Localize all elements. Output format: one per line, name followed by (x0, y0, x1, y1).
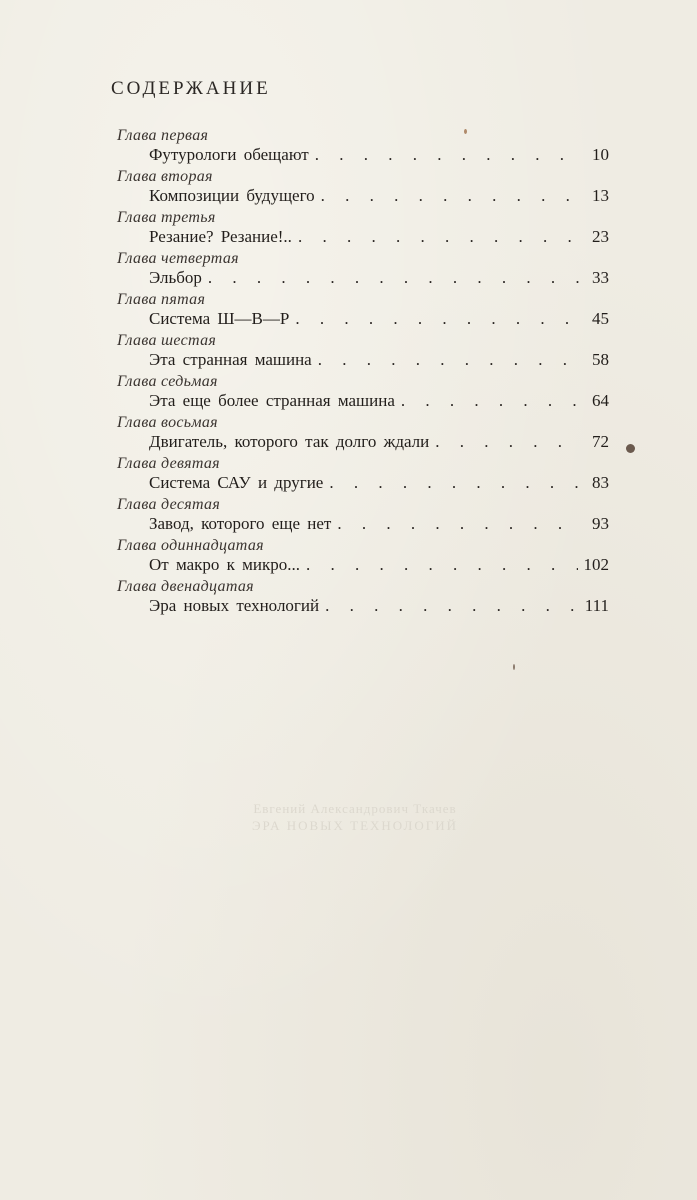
dot-leader (435, 432, 579, 452)
imprint-book-title: ЭРА НОВЫХ ТЕХНОЛОГИЙ (251, 818, 459, 833)
dot-leader (315, 145, 579, 165)
dot-leader (295, 309, 579, 329)
chapter-label: Глава четвертая (117, 250, 239, 267)
dot-leader (208, 268, 579, 288)
page-number: 72 (592, 432, 609, 451)
page-number: 93 (592, 514, 609, 533)
chapter-line (149, 145, 609, 167)
page-number: 58 (592, 350, 609, 369)
chapter-title: Эта странная машина (149, 350, 312, 369)
toc-entry (117, 373, 617, 414)
toc-entry (117, 578, 617, 619)
chapter-title: Композиции будущего (149, 186, 315, 205)
chapter-line (149, 596, 609, 618)
chapter-title: Резание? Резание!.. (149, 227, 292, 246)
chapter-title: Эльбор (149, 268, 202, 287)
chapter-title: Завод, которого еще нет (149, 514, 332, 533)
page-number: 111 (584, 596, 609, 615)
chapter-line (149, 268, 609, 290)
chapter-line (149, 309, 609, 331)
dot-leader (329, 473, 579, 493)
page-number: 45 (592, 309, 609, 328)
toc-entry (117, 250, 617, 291)
chapter-label: Глава девятая (117, 455, 220, 472)
chapter-title: Двигатель, которого так долго ждали (149, 432, 430, 451)
chapter-line (149, 186, 609, 208)
page-number: 23 (592, 227, 609, 246)
imprint-author: Евгений Александрович Ткачев (253, 801, 457, 816)
chapter-title: Эра новых технологий (149, 596, 320, 615)
dot-leader (401, 391, 579, 411)
ink-speck (464, 129, 467, 134)
ink-speck (626, 444, 635, 453)
page-number: 102 (583, 555, 609, 574)
chapter-title: Система Ш—В—Р (149, 309, 290, 328)
toc-entry (117, 332, 617, 373)
toc-entry (117, 537, 617, 578)
chapter-line (149, 391, 609, 413)
chapter-line (149, 227, 609, 249)
chapter-label: Глава пятая (117, 291, 206, 308)
chapter-line (149, 432, 609, 454)
dot-leader (306, 555, 577, 575)
toc-entry (117, 455, 617, 496)
chapter-label: Глава одиннадцатая (117, 537, 264, 554)
toc-entry (117, 291, 617, 332)
page-number: 64 (592, 391, 609, 410)
ink-speck (513, 664, 515, 670)
dot-leader (337, 514, 579, 534)
toc-entry (117, 168, 617, 209)
chapter-line (149, 514, 609, 536)
dot-leader (321, 186, 579, 206)
chapter-title: Футурологи обещают (149, 145, 309, 164)
page-number: 10 (592, 145, 609, 164)
dot-leader (298, 227, 579, 247)
chapter-line (149, 473, 609, 495)
chapter-label: Глава восьмая (117, 414, 218, 431)
chapter-label: Глава первая (117, 127, 209, 144)
contents-heading: СОДЕРЖАНИЕ (111, 78, 271, 99)
show-through-imprint (130, 800, 580, 856)
chapter-label: Глава вторая (117, 168, 213, 185)
toc-entry (117, 496, 617, 537)
chapter-title: Система САУ и другие (149, 473, 324, 492)
toc-entry (117, 127, 617, 168)
chapter-line (149, 555, 609, 577)
page-number: 83 (592, 473, 609, 492)
chapter-label: Глава третья (117, 209, 216, 226)
page-number: 13 (592, 186, 609, 205)
page-number: 33 (592, 268, 609, 287)
table-of-contents (117, 127, 617, 619)
dot-leader (325, 596, 579, 616)
chapter-title: Эта еще более странная машина (149, 391, 395, 410)
chapter-label: Глава двенадцатая (117, 578, 254, 595)
chapter-label: Глава шестая (117, 332, 217, 349)
chapter-label: Глава десятая (117, 496, 221, 513)
chapter-label: Глава седьмая (117, 373, 218, 390)
toc-entry (117, 414, 617, 455)
chapter-title: От макро к микро... (149, 555, 301, 574)
dot-leader (318, 350, 579, 370)
chapter-line (149, 350, 609, 372)
toc-entry (117, 209, 617, 250)
